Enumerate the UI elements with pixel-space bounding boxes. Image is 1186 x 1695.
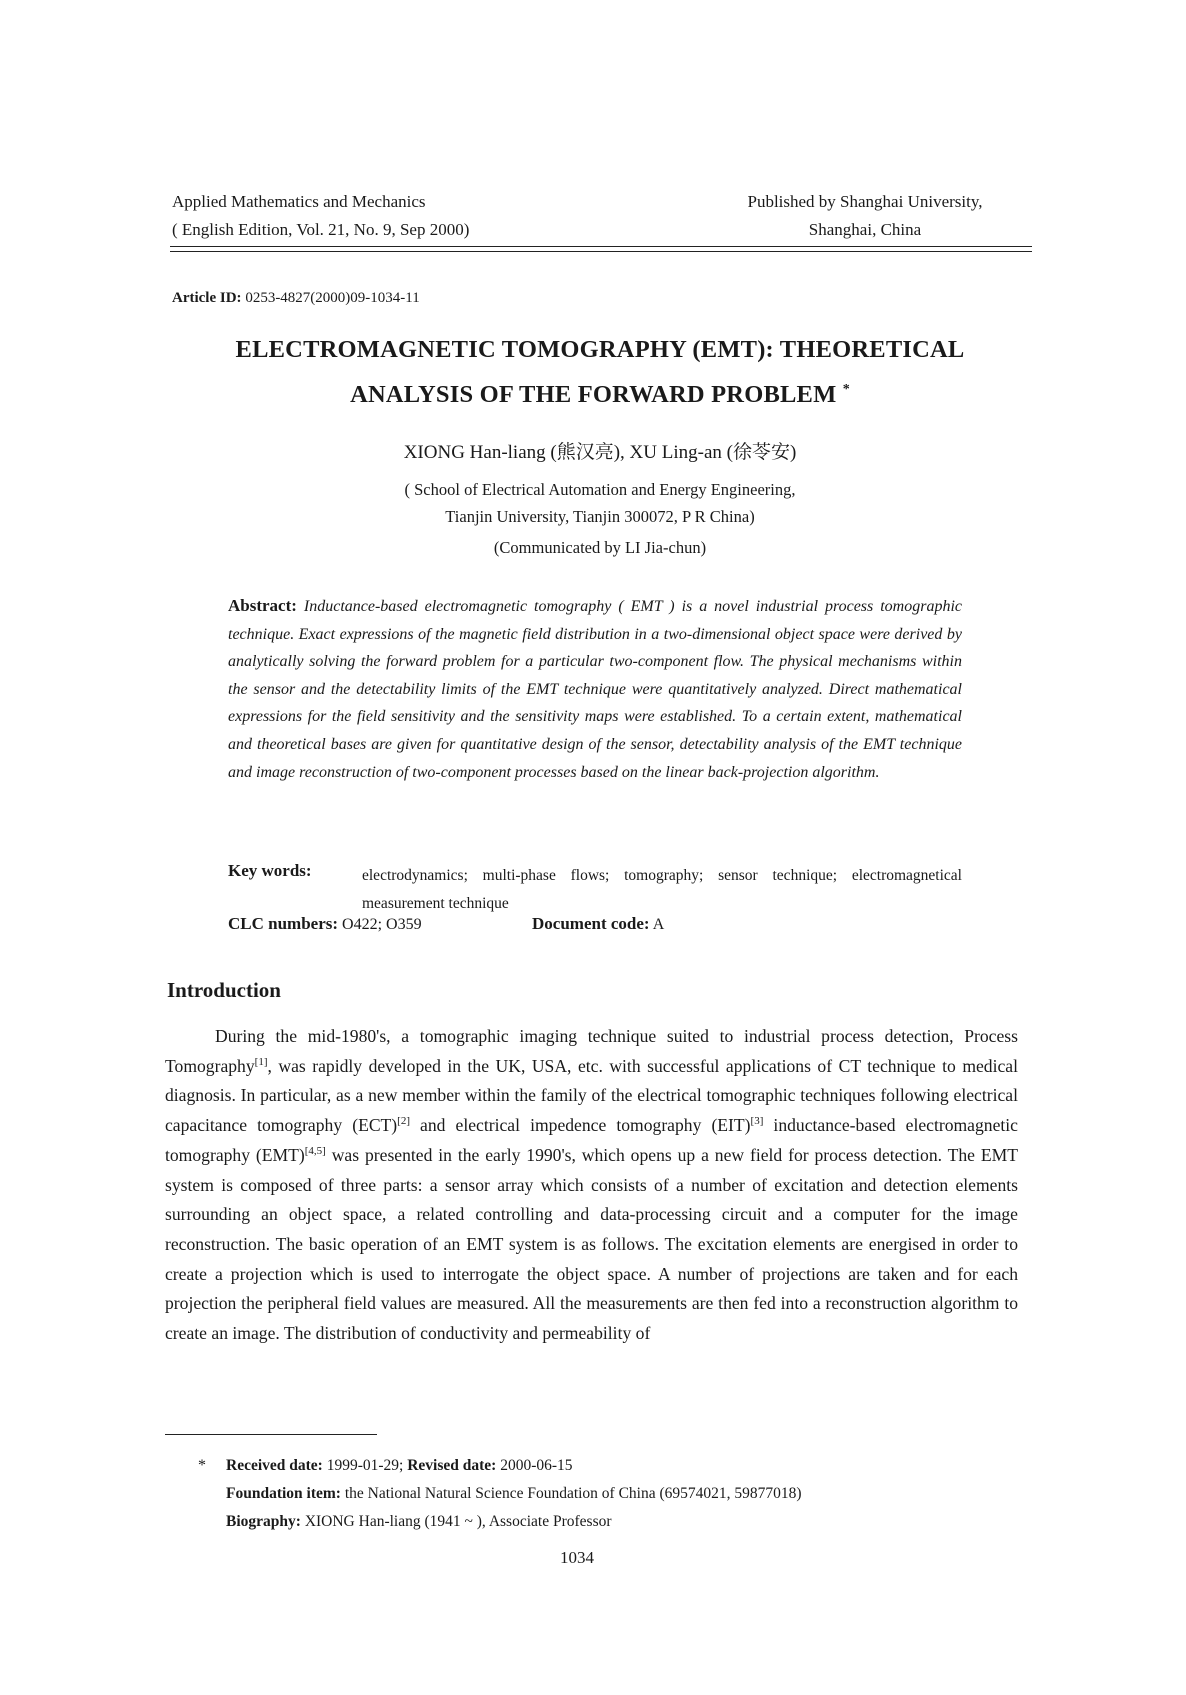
journal-header: [172, 188, 469, 244]
publisher-header: [700, 188, 1030, 244]
affiliation: [150, 476, 1050, 530]
received-value: 1999-01-29;: [326, 1457, 404, 1474]
article-id-label: Article ID:: [172, 290, 242, 306]
page-number: 1034: [560, 1548, 594, 1567]
body-text-4: inductance-based electromagnetic tomography (EMT): [165, 1115, 1018, 1165]
clc-numbers: [228, 914, 422, 934]
publisher-location: Shanghai, China: [808, 220, 922, 239]
keywords-text: electrodynamics; multi-phase flows; tomography; sensor technique; electromagnetical measurement technique: [362, 867, 962, 912]
header-rule-top: [170, 246, 1032, 247]
article-id-value: 0253-4827(2000)09-1034-11: [245, 290, 420, 306]
foundation-value: the National Natural Science Foundation of China (69574021, 59877018): [344, 1485, 802, 1502]
revised-value: 2000-06-15: [500, 1457, 573, 1474]
authors: XIONG Han-liang (熊汉亮), XU Ling-an (徐苓安): [403, 442, 797, 463]
doc-code-label: Document code:: [532, 914, 650, 933]
biography-label: Biography:: [226, 1513, 301, 1530]
body-text-5: was presented in the early 1990's, which opens up a new field for process detection. The EMT system is composed of three parts: a sensor array which consists of a number of excitation and detection elements surrounding an object space, a related controlling and data-processing circuit and a computer for the image reconstruction. The basic operation of an EMT system is as follows. The excitation elements are energised in order to create a projection which is used to interrogate the object space. A number of projections are taken and for each projection the peripheral field values are measured. All the measurements are then fed into a reconstruction algorithm to create an image. The distribution of conductivity and permeability of: [165, 1144, 1018, 1344]
header-rule-bottom: [170, 251, 1032, 252]
article-id: [172, 290, 420, 307]
citation-4-5: [4,5]: [304, 1144, 326, 1157]
section-title: Introduction: [167, 978, 281, 1002]
received-label: Received date:: [226, 1457, 323, 1474]
affiliation-line-1: ( School of Electrical Automation and Energy Engineering,: [404, 480, 796, 499]
title-line-2-text: ANALYSIS OF THE FORWARD PROBLEM: [350, 381, 837, 409]
clc-value: O422; O359: [342, 916, 422, 933]
doc-code-value: A: [652, 916, 665, 933]
footnote-biography: [226, 1508, 802, 1536]
affiliation-line-2: Tianjin University, Tianjin 300072, P R China): [445, 507, 755, 526]
body-text-1: During the mid-1980's, a tomographic imaging technique suited to industrial process detection, Process Tomography: [165, 1026, 1018, 1076]
journal-edition: ( English Edition, Vol. 21, No. 9, Sep 2000): [172, 220, 470, 239]
revised-label: Revised date:: [407, 1457, 497, 1474]
keywords-label: Key words:: [228, 861, 312, 880]
footnote-marker: *: [198, 1457, 206, 1474]
publisher-name: Published by Shanghai University,: [747, 192, 983, 211]
foundation-label: Foundation item:: [226, 1485, 341, 1502]
abstract-label: Abstract:: [228, 596, 297, 615]
introduction-paragraph: [165, 1022, 1018, 1349]
abstract: [228, 592, 962, 786]
document-code: [532, 914, 664, 934]
journal-name: Applied Mathematics and Mechanics: [172, 192, 426, 211]
citation-1: [1]: [254, 1055, 268, 1068]
title-line-1: ELECTROMAGNETIC TOMOGRAPHY (EMT): THEORETICAL: [235, 336, 965, 363]
body-text-2: , was rapidly developed in the UK, USA, etc. with successful applications of CT technique to medical diagnosis. In particular, as a new member within the family of the electrical tomographic techniques following electrical capacitance tomography (ECT): [165, 1055, 1018, 1136]
title-footnote-marker: *: [842, 382, 850, 397]
title-line-2: [150, 370, 1050, 415]
clc-label: CLC numbers:: [228, 914, 339, 933]
footnote: [226, 1452, 802, 1536]
citation-2: [2]: [397, 1115, 410, 1128]
footnote-foundation: [226, 1480, 802, 1508]
body-text-3: and electrical impedence tomography (EIT): [409, 1115, 751, 1136]
biography-value: XIONG Han-liang (1941 ~ ), Associate Professor: [304, 1513, 612, 1530]
abstract-text: Inductance-based electromagnetic tomography ( EMT ) is a novel industrial process tomographic technique. Exact expressions of the magnetic field distribution in a two-dimensional object space were derived by analytically solving the forward problem for a particular two-component flow. The physical mechanisms within the sensor and the detectability limits of the EMT technique were quantitatively analyzed. Direct mathematical expressions for the field sensitivity and the sensitivity maps were established. To a certain extent, mathematical and theoretical bases are given for quantitative design of the sensor, detectability analysis of the EMT technique and image reconstruction of two-component processes based on the linear back-projection algorithm.: [228, 598, 962, 781]
footnote-dates: [226, 1452, 802, 1480]
citation-3: [3]: [750, 1115, 764, 1128]
communicated-by: (Communicated by LI Jia-chun): [493, 538, 707, 557]
paper-title: [150, 330, 1050, 415]
footnote-rule: [165, 1434, 377, 1435]
